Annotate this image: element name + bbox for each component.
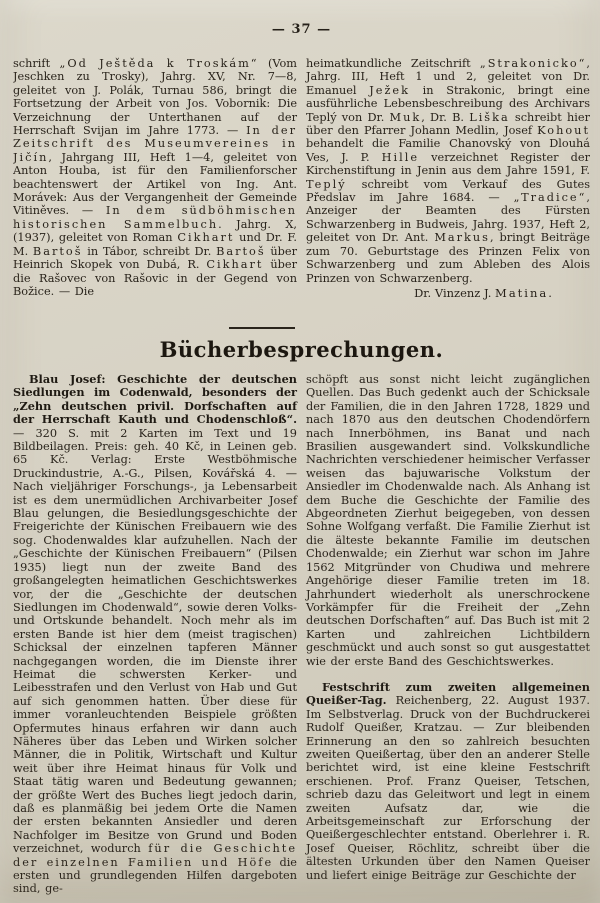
text-segment: Ježek <box>369 83 410 97</box>
text-segment: Liška <box>469 110 510 124</box>
reviews-right-column <box>306 373 590 903</box>
text-segment: In der Zeitschrift des Museumvereines in Jičín <box>13 124 297 164</box>
text-segment: schreibt vom Verkauf des Gutes Předslav im Jahre 1684. — <box>306 177 590 205</box>
text-segment: Festschrift zum zweiten allgemeinen Queißer-Tag. <box>306 679 590 708</box>
text-segment: über Heinrich Skopek von Dubá, R. <box>13 244 297 272</box>
text-segment: , Jahrg. III, Heft 1 und 2, geleitet von Dr. Emanuel <box>306 57 590 97</box>
text-segment: . <box>548 285 552 300</box>
text-segment: über die Rašovec von Rašovic in der Gegend von Božice. — Die <box>13 258 297 298</box>
text-segment: , Dr. B. <box>421 110 470 124</box>
text-segment: behandelt die Familie Chanovský von Dlouhá Ves, J. P. <box>306 137 590 164</box>
top-right-column <box>306 57 590 325</box>
text-segment: Reichenberg, 22. August 1937. Im Selbstverlag. Druck von der Buchdruckerei Rudolf Queißer, Kratzau. — Zur bleibenden Erinnerung an den so zahlreich besuchten zweiten Queißertag, über den an anderer Stelle berichtet wird, ist eine kleine Festschrift erschienen. Prof. Franz Queiser, Tetschen, schrieb dazu das Geleitwort und legt in einem zweiten Aufsatz dar, wie die Arbeitsgemeinschaft zur Erforschung der Queißergeschlechter entstand. Oberlehrer i. R. Josef Queiser, Röchlitz, schreibt über die ältesten Urkunden über den Namen Queiser und liefert einige Beiträge zur Geschichte der <box>306 694 590 882</box>
text-segment: Bartoš <box>32 244 83 258</box>
text-segment: Cikhart <box>177 231 235 245</box>
text-segment: (Vom Jeschken zu Trosky), Jahrg. XV, Nr. 7—8, geleitet von J. Polák, Turnau 586, bringt die Fortsetzung der Arbeit von Jos. Vobornik: Die Verzeichnung der Unterthanen auf der Herrschaft Svijan im Jahre 1773. — <box>13 57 297 138</box>
text-segment: verzeichnet Register der Kirchenstiftung in Jenin aus dem Jahre 1591, F. <box>306 150 590 178</box>
article-continuation-right <box>306 57 590 285</box>
text-segment: Bartoš <box>216 244 266 258</box>
text-segment: Kohout <box>537 124 590 138</box>
text-segment: für die Geschichte der einzelnen Familien und Höfe <box>13 842 298 869</box>
review-festschrift-queisser <box>306 681 590 882</box>
page-number: — 37 — <box>271 22 332 37</box>
text-segment: , Anzeiger der Beamten des Fürsten Schwarzenberg in Budweis, Jahrg. 1937, Heft 2, geleitet von Dr. Ant. <box>306 191 590 245</box>
text-segment: „Od Ještěda k Troskám“ <box>59 57 259 70</box>
text-segment: Dr. Vinzenz J. <box>414 285 496 300</box>
text-segment: in Strakonic, bringt eine ausführliche Lebensbeschreibung des Archivars Teplý von Dr. <box>306 83 590 124</box>
text-segment: schreibt hier über den Pfarrer Johann Medlin, Josef <box>306 110 590 138</box>
text-segment: „Tradice“ <box>513 191 587 205</box>
text-segment: Matina <box>495 285 549 300</box>
text-segment: . Jahrg. X, (1937), geleitet von Roman <box>13 217 297 245</box>
text-segment: Teplý <box>306 177 347 191</box>
reviews-left-column <box>13 373 297 903</box>
top-section <box>13 57 590 325</box>
text-segment: und Dr. F. M. <box>13 231 297 258</box>
text-segment: in Tábor, schreibt Dr. <box>82 244 217 258</box>
article-continuation-left <box>13 57 297 298</box>
text-segment: , Jahrgang III, Heft 1—4, geleitet von Anton Houba, ist für den Familienforscher beachtenswert der Artikel von Ing. Ant. Morávek: Aus der Vergangenheit der Gemeinde Vitiněves. — <box>13 150 297 218</box>
text-segment: Hille <box>381 150 420 164</box>
text-segment: Cikhart <box>206 258 264 272</box>
review-blau-josef-left <box>13 373 297 896</box>
text-segment: In dem südböhmischen historischen Sammelbuch <box>13 204 297 231</box>
section-heading: Bücherbesprechungen. <box>159 337 444 362</box>
text-segment: heimatkundliche Zeitschrift <box>306 57 480 70</box>
section-divider-rule <box>229 327 295 329</box>
top-left-column <box>13 57 297 325</box>
text-segment: die ersten und grundlegenden Hilfen dargeboten sind, ge- <box>13 855 297 896</box>
text-segment: Markus <box>434 231 490 245</box>
text-segment: Blau Josef: Geschichte der deutschen Siedlungen im Codenwald, besonders der „Zehn deutschen privil. Dorfschaften auf der Herrschaft Kauth und Chodenschloß“. <box>13 373 297 427</box>
text-segment: , bringt Beiträge zum 70. Geburtstage des Prinzen Felix von Schwarzenberg und zum Ableben des Alois Prinzen von Schwarzenberg. <box>306 231 590 285</box>
text-segment: schöpft aus sonst nicht leicht zugänglichen Quellen. Das Buch gedenkt auch der Schicksale der Familien, die in den Jahren 1728, 1829 und nach 1870 aus den deutschen Chodendörfern nach Innerböhmen, ins Banat und nach Brasilien ausgewandert sind. Volkskundliche Nachrichten verschiedener heimischer Verfasser weisen das bajuwarische Volkstum der Ansiedler im Chodenwalde nach. Als Anhang ist dem Buche die Geschichte der Familie des Abgeordneten Zierhut beigegeben, von dessen Sohne Wolfgang verfaßt. Die Familie Zierhut ist die älteste bekannte Familie im deutschen Chodenwalde; ein Zierhut war schon im Jahre 1562 Mitgründer von Chudiwa und mehrere Angehörige dieser Familie treten im 18. Jahrhundert wiederholt als unerschrockene Vorkämpfer für die Freiheit der „Zehn deutschen Dorfschaften“ auf. Das Buch ist mit 2 Karten und zahlreichen Lichtbildern geschmückt und auch sonst so gut ausgestattet wie der erste Band des Geschichtswerkes. <box>306 373 590 668</box>
text-segment: Muk <box>389 110 422 124</box>
reviews-section <box>13 373 590 903</box>
text-segment: — 320 S. mit 2 Karten im Text und 19 Bildbeilagen. Preis: geh. 40 Kč, in Leinen geb. 65 Kč. Verlag: Erste Westböhmische Druckindustrie, A.-G., Pilsen, Kovářská 4. — Nach vieljähriger Forschungs-, ja Lebensarbeit ist es dem unermüdlichen Archivarbeiter Josef Blau gelungen, die Besiedlungsgeschichte der Freigerichte der Künischen Freibauern wie des sog. Chodenwaldes klar aufzuhellen. Nach der „Geschichte der Künischen Freibauern“ (Pilsen 1935) liegt nun der zweite Band des großangelegten heimatlichen Geschichtswerkes vor, der die „Geschichte der deutschen Siedlungen im Chodenwald“, sowie deren Volks- und Ortskunde behandelt. Noch mehr als im ersten Bande ist hier dem (meist tragischen) Schicksal der einzelnen tapferen Männer nachgegangen worden, die im Dienste ihrer Heimat die schwersten Kerker- und Leibesstrafen und den Verlust von Hab und Gut auf sich genommen hatten. Über diese für immer voranleuchtenden Beispiele größten Opfermutes hinaus erfahren wir dann auch Näheres über das Leben und Wirken solcher Männer, die in Politik, Wirtschaft und Kultur weit über ihre Heimat hinaus für Volk und Staat tätig waren und Bedeutung gewannen; der größte Wert des Buches liegt jedoch darin, daß es planmäßig bei jedem Orte die Namen der ersten bekannten Ansiedler und deren Nachfolger im Besitze von Grund und Boden verzeichnet, wodurch <box>13 426 297 856</box>
author-signature <box>306 286 590 300</box>
text-segment: „Strakonicko“ <box>479 57 587 70</box>
review-blau-josef-right <box>306 373 590 668</box>
text-segment: schrift <box>13 57 60 70</box>
